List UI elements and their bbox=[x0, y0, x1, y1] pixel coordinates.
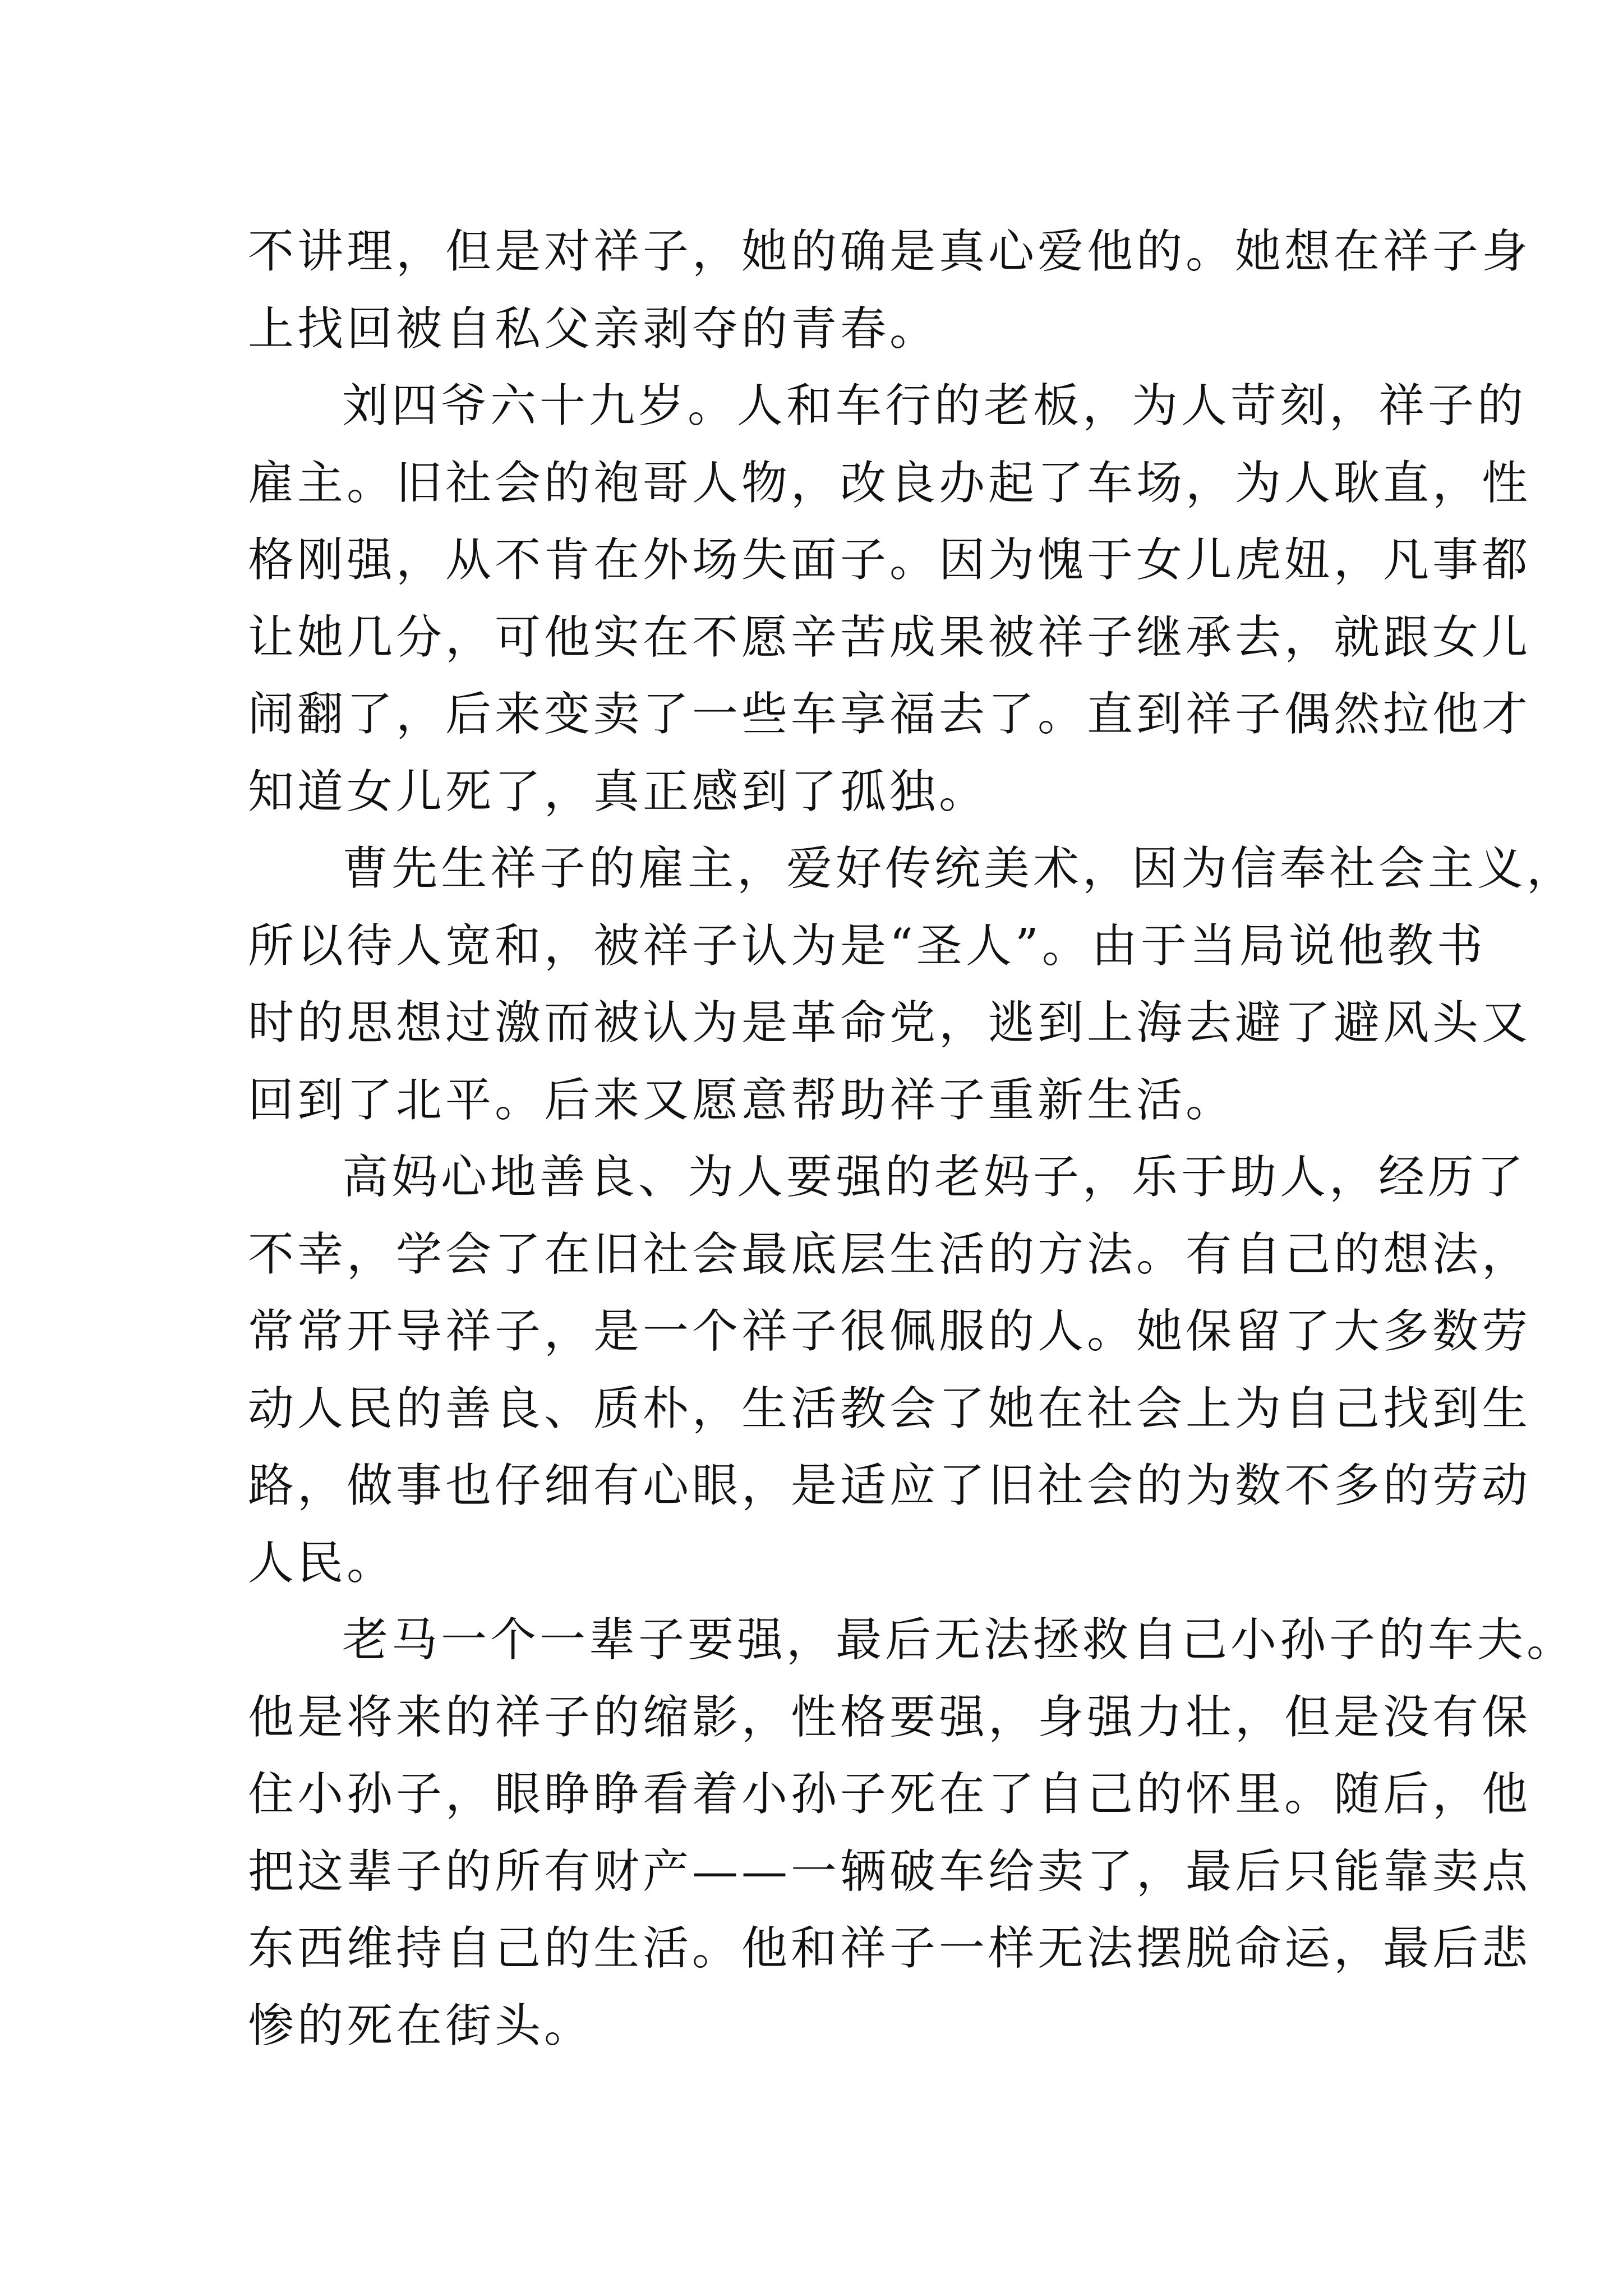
text-line: 人民。 bbox=[248, 1536, 396, 1590]
text-line: 把这辈子的所有财产——一辆破车给卖了，最后只能靠卖点 bbox=[248, 1844, 1532, 1898]
text-line: 回到了北平。后来又愿意帮助祥子重新生活。 bbox=[248, 1073, 1235, 1127]
text-line: 所以待人宽和，被祥子认为是“圣人”。由于当局说他教书 bbox=[248, 919, 1486, 973]
text-line: 知道女儿死了，真正感到了孤独。 bbox=[248, 765, 989, 818]
text-line: 常常开导祥子，是一个祥子很佩服的人。她保留了大多数劳 bbox=[248, 1305, 1532, 1358]
text-line: 住小孙子，眼睁睁看着小孙子死在了自己的怀里。随后，他 bbox=[248, 1768, 1532, 1821]
paragraph-first-line: 老马一个一辈子要强，最后无法拯救自己小孙子的车夫。 bbox=[342, 1613, 1576, 1667]
text-line: 不幸，学会了在旧社会最底层生活的方法。有自己的想法， bbox=[248, 1227, 1532, 1281]
paragraph-first-line: 刘四爷六十九岁。人和车行的老板，为人苛刻，祥子的 bbox=[342, 379, 1527, 432]
text-line: 上找回被自私父亲剥夺的青春。 bbox=[248, 302, 939, 356]
text-line: 东西维持自己的生活。他和祥子一样无法摆脱命运，最后悲 bbox=[248, 1922, 1532, 1975]
text-line: 惨的死在街头。 bbox=[248, 1999, 594, 2053]
text-line: 不讲理，但是对祥子，她的确是真心爱他的。她想在祥子身 bbox=[248, 225, 1532, 278]
text-line: 动人民的善良、质朴，生活教会了她在社会上为自己找到生 bbox=[248, 1382, 1532, 1435]
text-line: 他是将来的祥子的缩影，性格要强，身强力壮，但是没有保 bbox=[248, 1690, 1532, 1744]
text-line: 路，做事也仔细有心眼，是适应了旧社会的为数不多的劳动 bbox=[248, 1459, 1532, 1512]
text-line: 格刚强，从不肯在外场失面子。因为愧于女儿虎妞，凡事都 bbox=[248, 533, 1532, 587]
text-line: 雇主。旧社会的袍哥人物，改良办起了车场，为人耿直，性 bbox=[248, 456, 1532, 510]
text-line: 让她几分，可他实在不愿辛苦成果被祥子继承去，就跟女儿 bbox=[248, 610, 1532, 664]
paragraph-first-line: 曹先生祥子的雇主，爱好传统美术，因为信奉社会主义， bbox=[342, 842, 1576, 895]
body-text bbox=[248, 213, 1576, 2064]
text-line: 闹翻了，后来变卖了一些车享福去了。直到祥子偶然拉他才 bbox=[248, 688, 1532, 741]
text-line: 时的思想过激而被认为是革命党，逃到上海去避了避风头又 bbox=[248, 996, 1532, 1050]
paragraph-first-line: 高妈心地善良、为人要强的老妈子，乐于助人，经历了 bbox=[342, 1151, 1527, 1204]
